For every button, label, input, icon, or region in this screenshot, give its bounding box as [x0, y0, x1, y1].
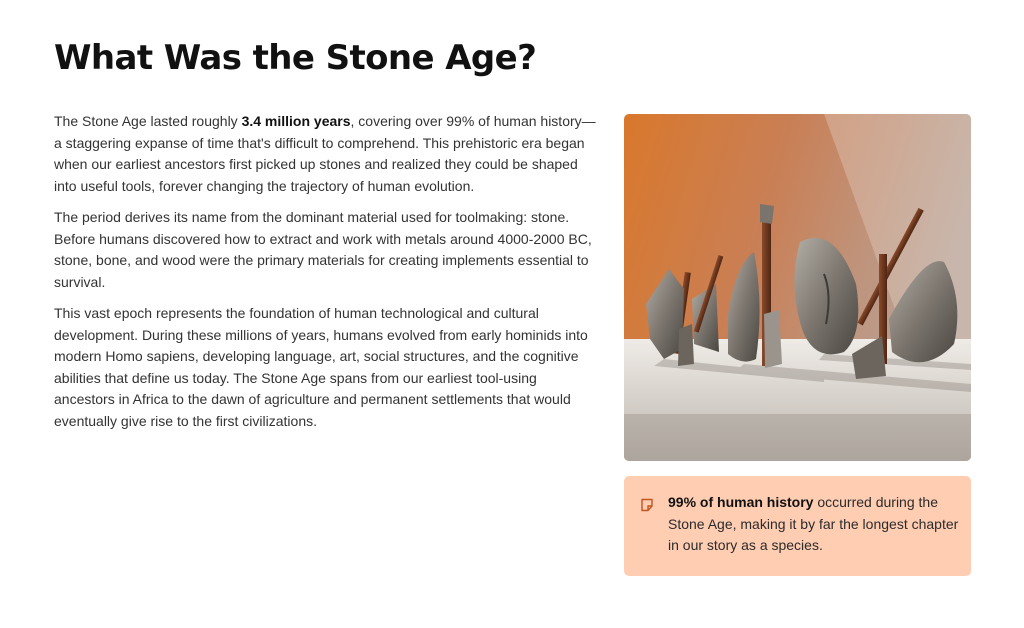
paragraph-1-text-start: The Stone Age lasted roughly: [54, 113, 242, 129]
callout-highlight: 99% of human history: [668, 494, 814, 510]
paragraph-1-highlight: 3.4 million years: [241, 113, 351, 129]
paragraph-3: This vast epoch represents the foundation of human technological and cultural development. During these millions of years, humans evolved from early hominids into modern Homo sapiens, developing language, art, social structures, and the cognitive abilities that define us today. The Stone Age spans from our earliest tool-using ancestors in Africa to the dawn of agriculture and permanent settlements that would eventually give rise to the first civilizations.: [54, 305, 588, 429]
stone-tools-photo: [624, 114, 971, 461]
paragraph-2: The period derives its name from the dominant material used for toolmaking: stone. Before humans discovered how to extract and work with metals around 4000-2000 BC, stone, bone, and wood were the primary materials for creating implements essential to survival.: [54, 209, 592, 290]
stone-tools-illustration: [624, 114, 971, 461]
callout-text: [668, 492, 964, 557]
callout-body: occurred during the Stone Age, making it by far the longest chapter in our story as a species.: [668, 494, 959, 553]
note-icon: [640, 498, 654, 512]
fact-callout: [624, 476, 971, 576]
page-title: What Was the Stone Age?: [54, 38, 537, 78]
article-body: [54, 111, 598, 442]
paragraph-1: [54, 111, 598, 197]
paragraph-1-text-end: , covering over 99% of human history—a staggering expanse of time that's difficult to comprehend. This prehistoric era began when our earliest ancestors first picked up stones and realized they could be shaped into useful tools, forever changing the trajectory of human evolution.: [54, 113, 596, 194]
